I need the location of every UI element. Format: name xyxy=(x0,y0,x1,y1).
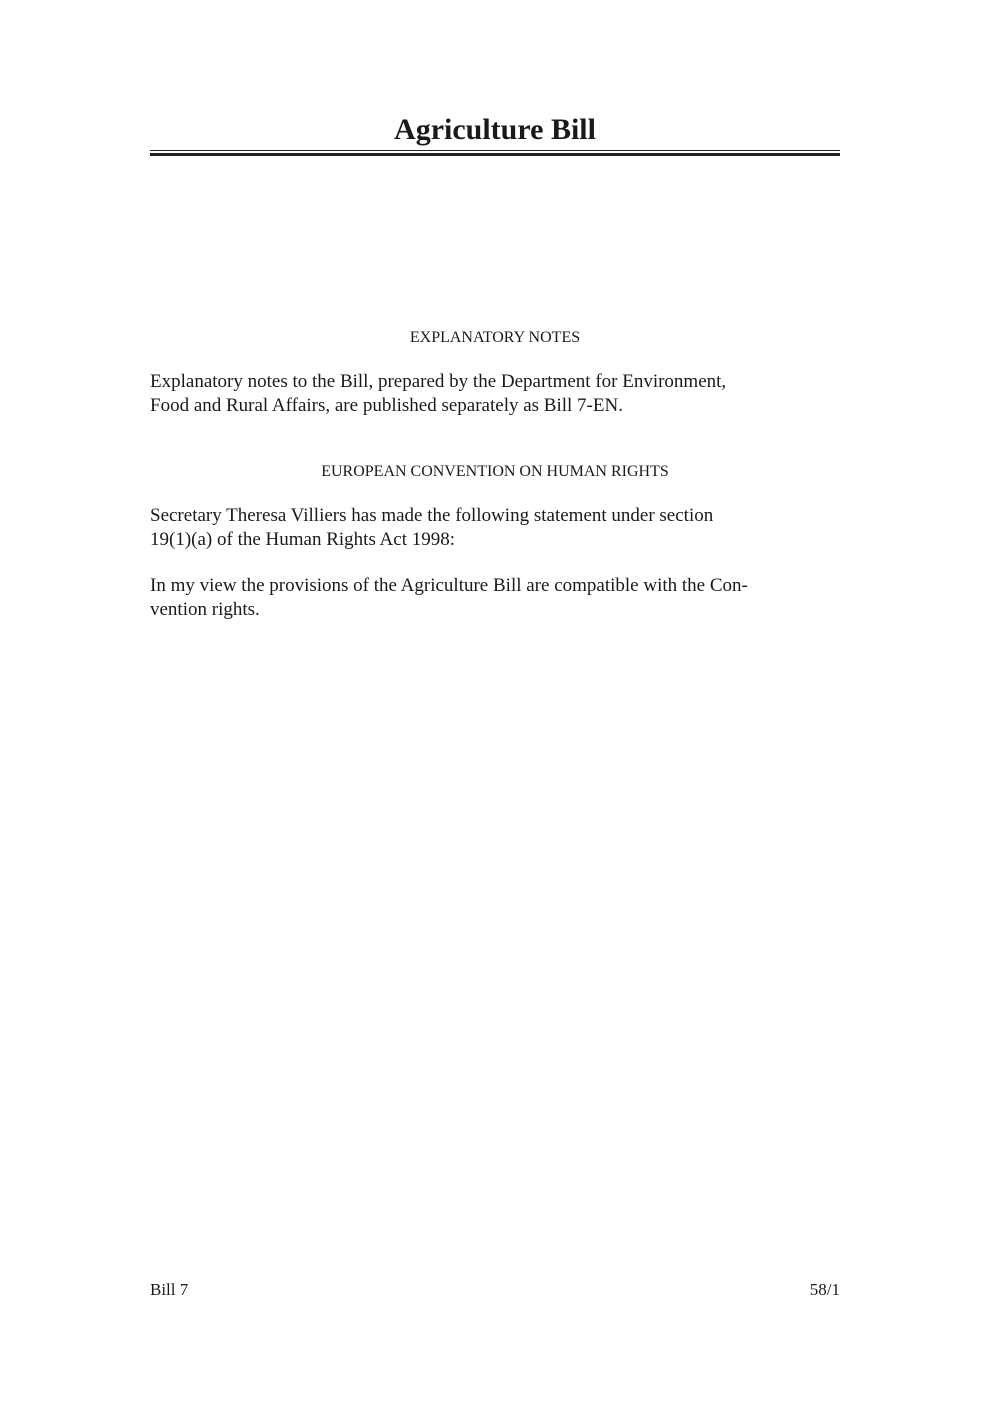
title-rule-thick xyxy=(150,153,840,156)
statement-paragraph xyxy=(150,504,840,552)
document-title: Agriculture Bill xyxy=(394,113,596,146)
explanatory-notes-paragraph xyxy=(150,370,840,418)
paragraph-line: Secretary Theresa Villiers has made the following statement under section xyxy=(150,505,714,526)
title-rule-thin xyxy=(150,150,840,151)
section-heading-explanatory-notes: EXPLANATORY NOTES xyxy=(409,329,581,346)
footer-print-reference: 58/1 xyxy=(809,1280,840,1299)
paragraph-line: Food and Rural Affairs, are published separately as Bill 7-EN. xyxy=(150,395,623,416)
section-heading-echr: EUROPEAN CONVENTION ON HUMAN RIGHTS xyxy=(321,463,669,480)
paragraph-line: 19(1)(a) of the Human Rights Act 1998: xyxy=(150,529,456,550)
paragraph-line: vention rights. xyxy=(150,599,260,620)
footer-bill-number: Bill 7 xyxy=(150,1280,189,1299)
paragraph-line: Explanatory notes to the Bill, prepared by the Department for Environment, xyxy=(150,371,727,392)
paragraph-line: In my view the provisions of the Agriculture Bill are compatible with the Con- xyxy=(150,575,748,596)
compatibility-paragraph xyxy=(150,574,840,622)
